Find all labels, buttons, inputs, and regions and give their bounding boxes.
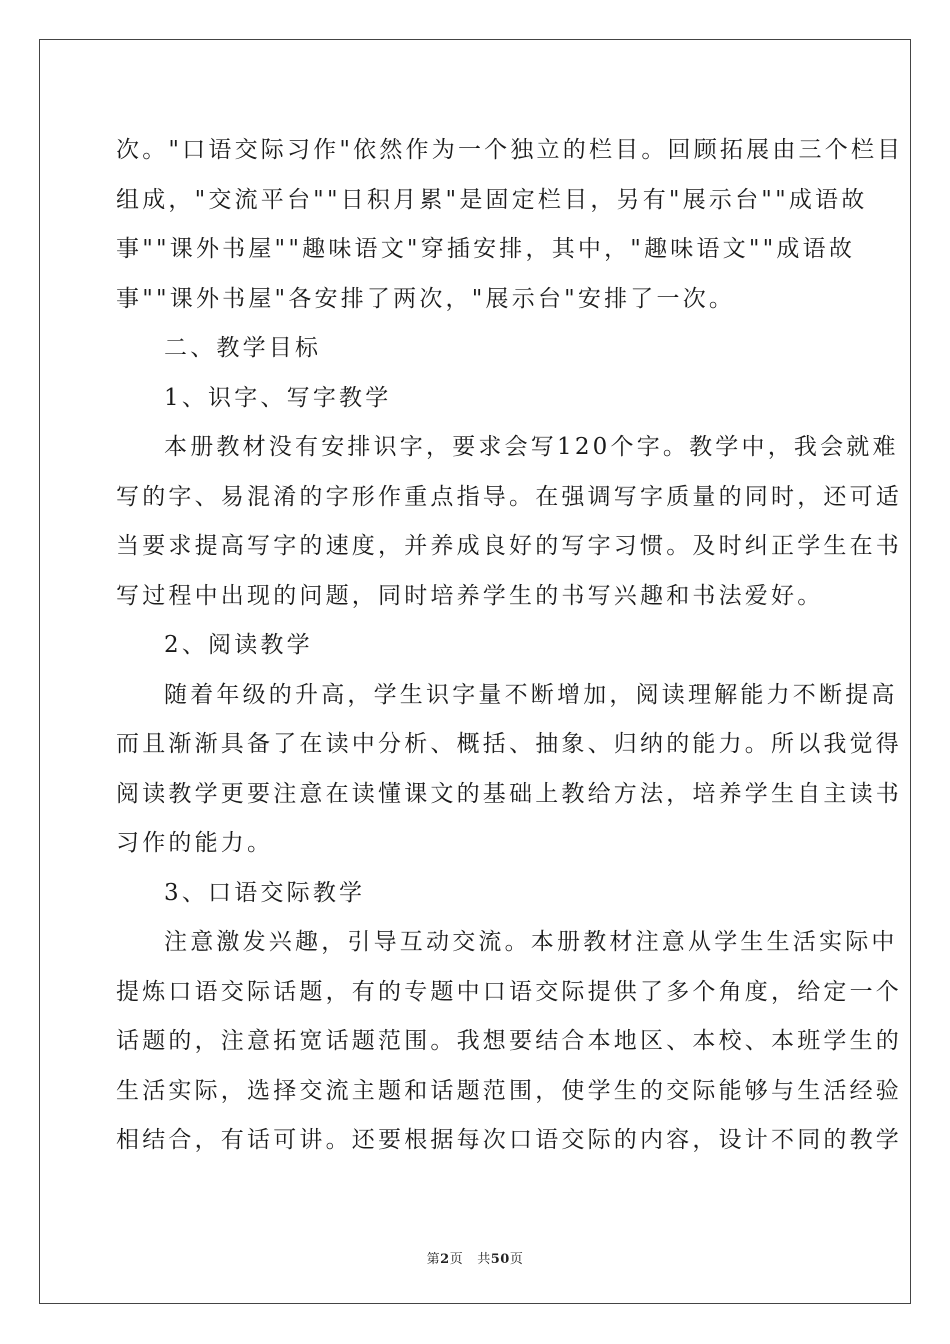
text-line: 写的字、易混淆的字形作重点指导。在强调写字质量的同时，还可适 xyxy=(116,483,902,510)
text-line: 随着年级的升高，学生识字量不断增加，阅读理解能力不断提高 xyxy=(164,681,898,708)
text-line: 次。"口语交际习作"依然作为一个独立的栏目。回顾拓展由三个栏目 xyxy=(116,137,904,163)
page-prefix: 第 xyxy=(426,1252,441,1267)
text-line: 阅读教学更要注意在读懂课文的基础上教给方法，培养学生自主读书 xyxy=(116,780,902,807)
page-suffix: 页 xyxy=(449,1252,464,1267)
subsection-heading: 1、识字、写字教学 xyxy=(164,384,392,411)
text-line: 相结合，有话可讲。还要根据每次口语交际的内容，设计不同的教学 xyxy=(116,1127,902,1153)
total-pages: 50 xyxy=(490,1252,510,1267)
text-line: 提炼口语交际话题，有的专题中口语交际提供了多个角度，给定一个 xyxy=(116,978,902,1005)
text-line: 话题的，注意拓宽话题范围。我想要结合本地区、本校、本班学生的 xyxy=(116,1028,902,1054)
total-prefix: 共 xyxy=(477,1252,491,1267)
text-line: 习作的能力。 xyxy=(116,830,274,856)
document-body xyxy=(116,126,904,1166)
text-line: 当要求提高写字的速度，并养成良好的写字习惯。及时纠正学生在书 xyxy=(116,533,902,559)
subsection-heading: 3、口语交际教学 xyxy=(164,879,366,906)
text-line: 本册教材没有安排识字，要求会写120个字。教学中，我会就难 xyxy=(164,434,899,460)
text-line: 生活实际，选择交流主题和话题范围，使学生的交际能够与生活经验 xyxy=(116,1077,902,1104)
text-line: 事""课外书屋""趣味语文"穿插安排，其中，"趣味语文""成语故 xyxy=(116,236,856,262)
subsection-heading: 2、阅读教学 xyxy=(164,632,313,658)
text-line: 组成，"交流平台""日积月累"是固定栏目，另有"展示台""成语故 xyxy=(116,186,868,213)
page-footer xyxy=(0,1248,950,1267)
text-line: 写过程中出现的问题，同时培养学生的书写兴趣和书法爱好。 xyxy=(116,582,824,609)
section-heading: 二、教学目标 xyxy=(164,335,322,361)
total-suffix: 页 xyxy=(509,1252,524,1267)
text-line: 而且渐渐具备了在读中分析、概括、抽象、归纳的能力。所以我觉得 xyxy=(116,731,902,757)
text-line: 事""课外书屋"各安排了两次，"展示台"安排了一次。 xyxy=(116,285,736,312)
text-line: 注意激发兴趣，引导互动交流。本册教材注意从学生生活实际中 xyxy=(164,929,898,955)
page-number: 2 xyxy=(440,1252,450,1267)
